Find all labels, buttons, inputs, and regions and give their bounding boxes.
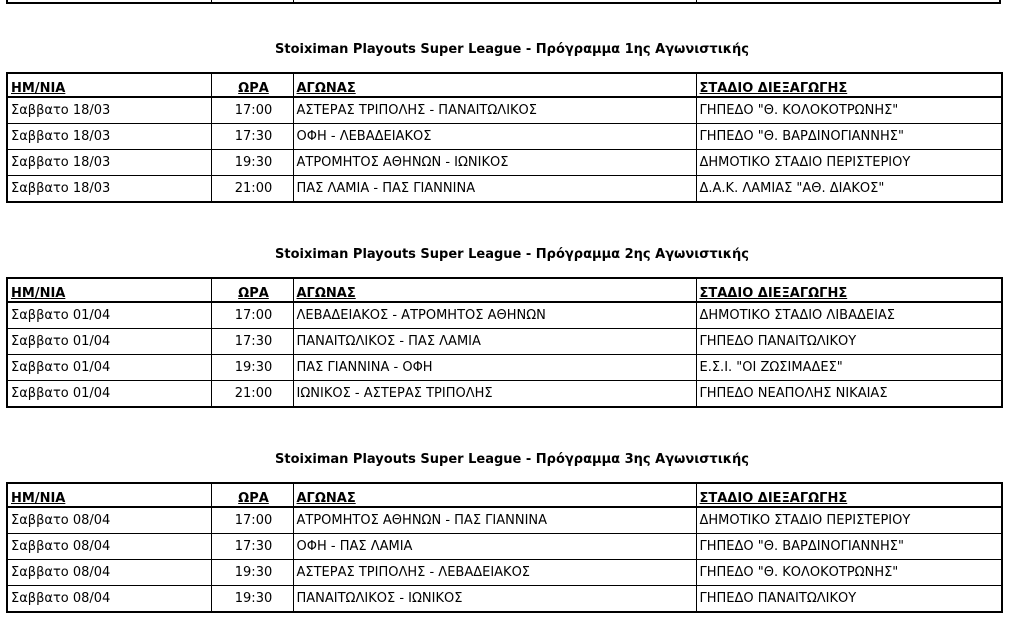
header-time: ΩΡΑ <box>211 278 293 302</box>
cell-venue: ΔΗΜΟΤΙΚΟ ΣΤΑΔΙΟ ΠΕΡΙΣΤΕΡΙΟΥ <box>696 150 1002 176</box>
cell-time: 17:30 <box>211 124 293 150</box>
cell-date: Σαββατο 18/03 <box>7 124 211 150</box>
header-match: ΑΓΩΝΑΣ <box>293 483 696 507</box>
table-row <box>7 586 1002 613</box>
table-row <box>7 507 1002 534</box>
cell-match: ΠΑΣ ΛΑΜΙΑ - ΠΑΣ ΓΙΑΝΝΙΝΑ <box>293 176 696 203</box>
column-divider <box>211 0 212 2</box>
table-header-row <box>7 278 1002 302</box>
cell-date: Σαββατο 01/04 <box>7 302 211 329</box>
cell-match: ΛΕΒΑΔΕΙΑΚΟΣ - ΑΤΡΟΜΗΤΟΣ ΑΘΗΝΩΝ <box>293 302 696 329</box>
cell-venue: ΓΗΠΕΔΟ "Θ. ΚΟΛΟΚΟΤΡΩΝΗΣ" <box>696 560 1002 586</box>
table-row <box>7 150 1002 176</box>
section-title: Stoiximan Playouts Super League - Πρόγραμμα 1ης Αγωνιστικής <box>275 42 749 57</box>
cell-time: 19:30 <box>211 150 293 176</box>
cell-match: ΑΣΤΕΡΑΣ ΤΡΙΠΟΛΗΣ - ΠΑΝΑΙΤΩΛΙΚΟΣ <box>293 97 696 124</box>
table-row <box>7 302 1002 329</box>
table-header-row <box>7 483 1002 507</box>
header-date: ΗΜ/ΝΙΑ <box>7 483 211 507</box>
section-title: Stoiximan Playouts Super League - Πρόγραμμα 2ης Αγωνιστικής <box>275 247 749 262</box>
cell-venue: ΓΗΠΕΔΟ "Θ. ΒΑΡΔΙΝΟΓΙΑΝΝΗΣ" <box>696 534 1002 560</box>
cell-time: 19:30 <box>211 355 293 381</box>
cell-venue: ΓΗΠΕΔΟ "Θ. ΚΟΛΟΚΟΤΡΩΝΗΣ" <box>696 97 1002 124</box>
header-time: ΩΡΑ <box>211 73 293 97</box>
cell-time: 17:00 <box>211 507 293 534</box>
cell-date: Σαββατο 01/04 <box>7 381 211 408</box>
cell-time: 21:00 <box>211 176 293 203</box>
table-row <box>7 124 1002 150</box>
cell-date: Σαββατο 08/04 <box>7 534 211 560</box>
cell-date: Σαββατο 08/04 <box>7 560 211 586</box>
table-row <box>7 176 1002 203</box>
table-row <box>7 329 1002 355</box>
header-date: ΗΜ/ΝΙΑ <box>7 278 211 302</box>
header-venue: ΣΤΑΔΙΟ ΔΙΕΞΑΓΩΓΗΣ <box>696 73 1002 97</box>
table-row <box>7 381 1002 408</box>
cell-date: Σαββατο 08/04 <box>7 586 211 613</box>
cell-match: ΑΣΤΕΡΑΣ ΤΡΙΠΟΛΗΣ - ΛΕΒΑΔΕΙΑΚΟΣ <box>293 560 696 586</box>
cell-match: ΠΑΝΑΙΤΩΛΙΚΟΣ - ΠΑΣ ΛΑΜΙΑ <box>293 329 696 355</box>
cell-venue: ΓΗΠΕΔΟ ΠΑΝΑΙΤΩΛΙΚΟΥ <box>696 586 1002 613</box>
cell-match: ΠΑΝΑΙΤΩΛΙΚΟΣ - ΙΩΝΙΚΟΣ <box>293 586 696 613</box>
column-divider <box>293 0 294 2</box>
cell-match: ΟΦΗ - ΛΕΒΑΔΕΙΑΚΟΣ <box>293 124 696 150</box>
cell-time: 17:30 <box>211 534 293 560</box>
header-time: ΩΡΑ <box>211 483 293 507</box>
header-venue: ΣΤΑΔΙΟ ΔΙΕΞΑΓΩΓΗΣ <box>696 278 1002 302</box>
cell-time: 21:00 <box>211 381 293 408</box>
cell-venue: ΓΗΠΕΔΟ ΝΕΑΠΟΛΗΣ ΝΙΚΑΙΑΣ <box>696 381 1002 408</box>
cell-match: ΠΑΣ ΓΙΑΝΝΙΝΑ - ΟΦΗ <box>293 355 696 381</box>
cell-time: 17:30 <box>211 329 293 355</box>
cell-match: ΑΤΡΟΜΗΤΟΣ ΑΘΗΝΩΝ - ΠΑΣ ΓΙΑΝΝΙΝΑ <box>293 507 696 534</box>
header-venue: ΣΤΑΔΙΟ ΔΙΕΞΑΓΩΓΗΣ <box>696 483 1002 507</box>
cell-time: 19:30 <box>211 560 293 586</box>
table-row <box>7 534 1002 560</box>
header-date: ΗΜ/ΝΙΑ <box>7 73 211 97</box>
cell-date: Σαββατο 01/04 <box>7 355 211 381</box>
schedule-table <box>6 72 1003 203</box>
cell-venue: ΔΗΜΟΤΙΚΟ ΣΤΑΔΙΟ ΠΕΡΙΣΤΕΡΙΟΥ <box>696 507 1002 534</box>
schedule-table <box>6 482 1003 613</box>
header-match: ΑΓΩΝΑΣ <box>293 73 696 97</box>
column-divider <box>696 0 697 2</box>
cell-match: ΑΤΡΟΜΗΤΟΣ ΑΘΗΝΩΝ - ΙΩΝΙΚΟΣ <box>293 150 696 176</box>
previous-table-fragment <box>6 0 1001 4</box>
section-title: Stoiximan Playouts Super League - Πρόγραμμα 3ης Αγωνιστικής <box>275 452 749 467</box>
cell-date: Σαββατο 18/03 <box>7 97 211 124</box>
cell-date: Σαββατο 18/03 <box>7 176 211 203</box>
header-match: ΑΓΩΝΑΣ <box>293 278 696 302</box>
cell-match: ΙΩΝΙΚΟΣ - ΑΣΤΕΡΑΣ ΤΡΙΠΟΛΗΣ <box>293 381 696 408</box>
table-row <box>7 560 1002 586</box>
cell-venue: ΓΗΠΕΔΟ "Θ. ΒΑΡΔΙΝΟΓΙΑΝΝΗΣ" <box>696 124 1002 150</box>
cell-venue: ΔΗΜΟΤΙΚΟ ΣΤΑΔΙΟ ΛΙΒΑΔΕΙΑΣ <box>696 302 1002 329</box>
schedule-table <box>6 277 1003 408</box>
cell-venue: Δ.Α.Κ. ΛΑΜΙΑΣ "ΑΘ. ΔΙΑΚΟΣ" <box>696 176 1002 203</box>
cell-date: Σαββατο 01/04 <box>7 329 211 355</box>
table-header-row <box>7 73 1002 97</box>
cell-date: Σαββατο 08/04 <box>7 507 211 534</box>
cell-time: 17:00 <box>211 97 293 124</box>
cell-time: 17:00 <box>211 302 293 329</box>
table-row <box>7 97 1002 124</box>
cell-venue: Ε.Σ.Ι. "ΟΙ ΖΩΣΙΜΑΔΕΣ" <box>696 355 1002 381</box>
cell-time: 19:30 <box>211 586 293 613</box>
cell-venue: ΓΗΠΕΔΟ ΠΑΝΑΙΤΩΛΙΚΟΥ <box>696 329 1002 355</box>
cell-date: Σαββατο 18/03 <box>7 150 211 176</box>
table-row <box>7 355 1002 381</box>
cell-match: ΟΦΗ - ΠΑΣ ΛΑΜΙΑ <box>293 534 696 560</box>
